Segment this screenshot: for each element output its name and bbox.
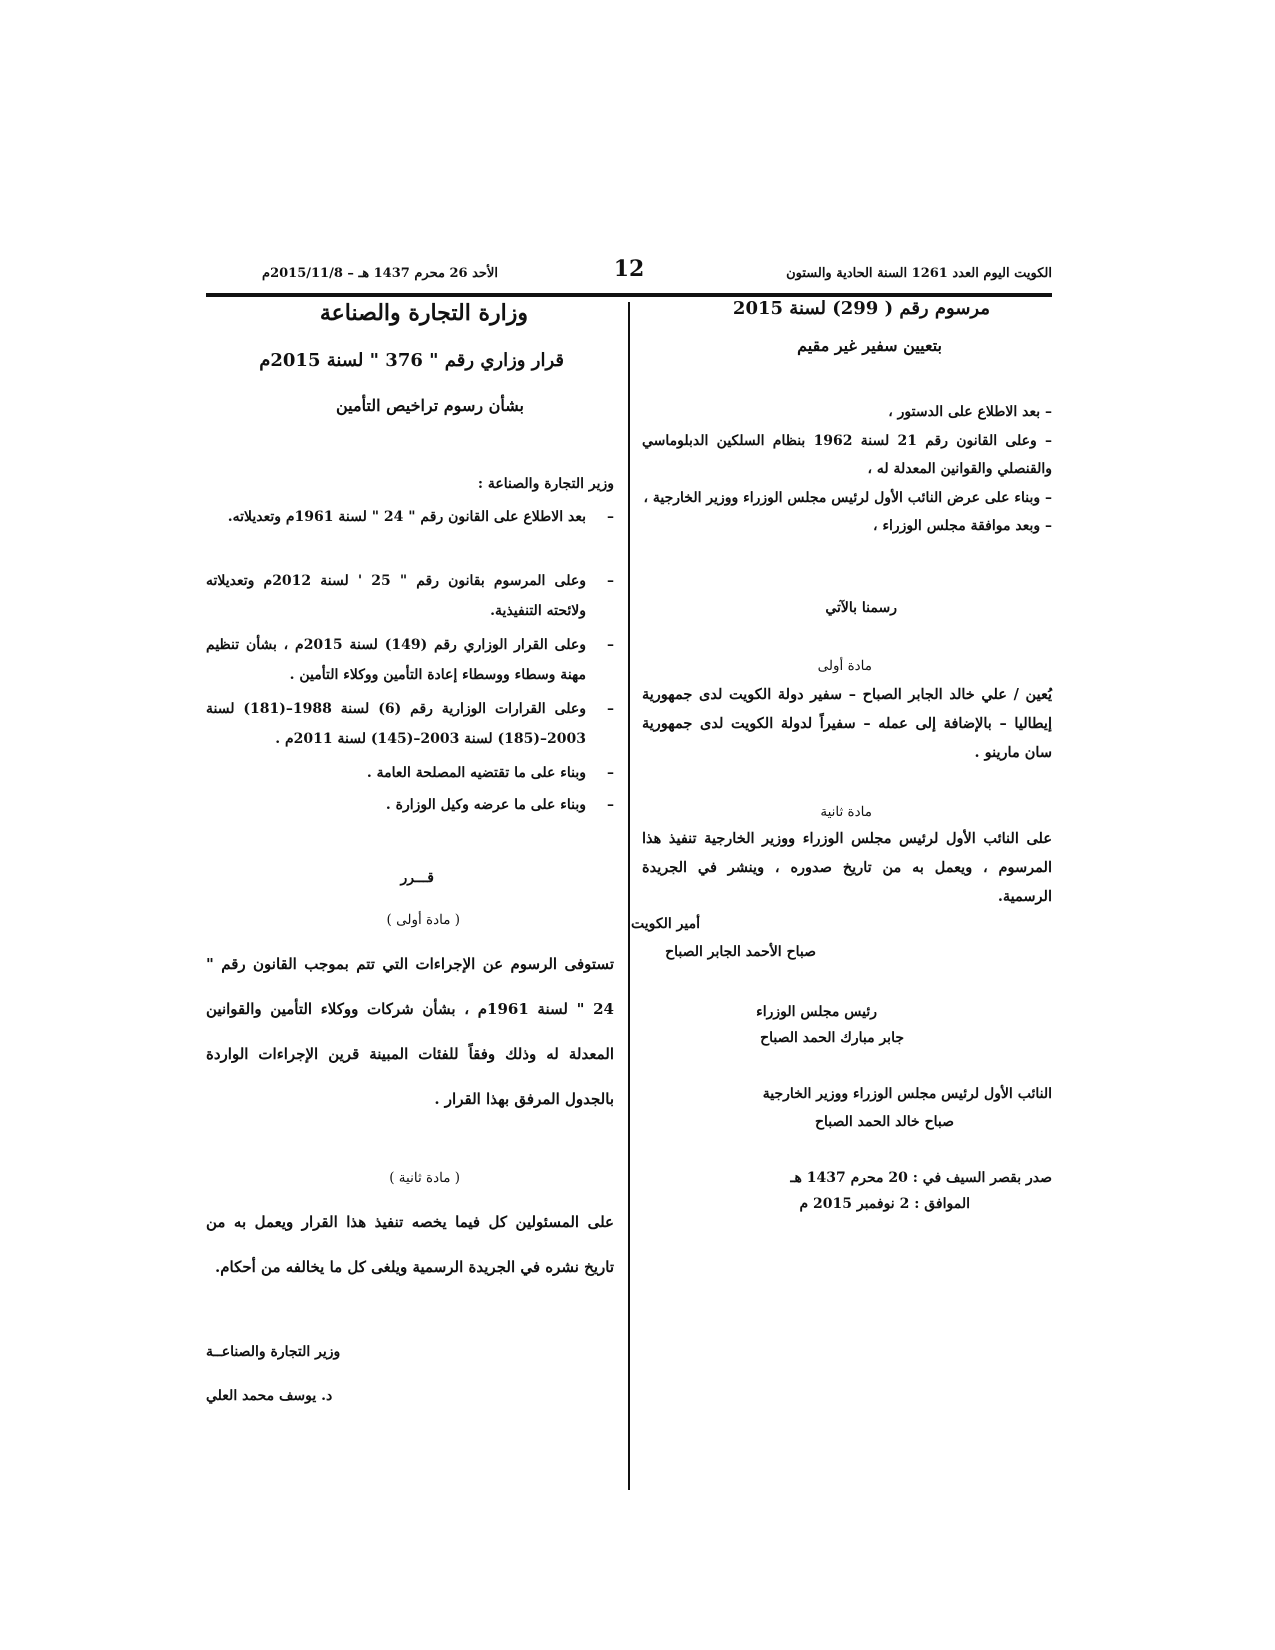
decision-subject: بشأن رسوم تراخيص التأمين <box>335 396 524 415</box>
decision-article2-text: على المسئولين كل فيما يخصه تنفيذ هذا القرار ويعمل به من تاريخ نشره في الجريدة الرسمية ويلغى كل ما يخالفه من أحكام. <box>206 1213 614 1276</box>
preamble-item: وعلى المرسوم بقانون رقم " 25 ' لسنة 2012م وتعديلاته ولائحته التنفيذية. <box>206 573 586 619</box>
ministry-name: وزارة التجارة والصناعة <box>319 300 528 326</box>
column-divider <box>628 302 630 1490</box>
decree-article1-text: يُعين / علي خالد الجابر الصباح – سفير دولة الكويت لدى جمهورية إيطاليا – بالإضافة إلى عمله – سفيراً لدولة الكويت لدى جمهورية سان مارينو . <box>642 686 1052 761</box>
minister-title: وزير التجارة والصناعــة <box>206 1344 341 1360</box>
preamble-item: وبناء على ما عرضه وكيل الوزارة . <box>385 797 586 813</box>
decision-article1-text: تستوفى الرسوم عن الإجراءات التي تتم بموجب القانون رقم " 24 " لسنة 1961م ، بشأن شركات ووكلاء التأمين والقوانين المعدلة له وذلك وفقاً للفئات المبينة قرين الإجراءات الواردة بالجدول المرفق بهذا القرار . <box>206 955 614 1108</box>
pm-title: رئيس مجلس الوزراء <box>756 1004 877 1020</box>
decree-declaration: رسمنا بالآتي <box>825 600 897 616</box>
preamble-item: – وبناء على عرض النائب الأول لرئيس مجلس الوزراء ووزير الخارجية ، <box>643 489 1052 506</box>
decision-number: قرار وزاري رقم " 376 " لسنة 2015م <box>259 350 564 371</box>
emir-name: صباح الأحمد الجابر الصباح <box>665 944 816 960</box>
preamble-item: وعلى القرار الوزاري رقم (149) لسنة 2015م ، بشأن تنظيم مهنة وسطاء ووسطاء إعادة التأمين ووكلاء التأمين . <box>206 637 587 683</box>
decision-article1-title: ( مادة أولى ) <box>386 912 460 928</box>
emir-title: أمير الكويت <box>631 916 700 932</box>
preamble-item: وعلى القرارات الوزارية رقم (6) لسنة 1988–(181) لسنة 2003–(185) لسنة 2003–(145) لسنة 2011م . <box>206 701 586 747</box>
decree-article2-text: على النائب الأول لرئيس مجلس الوزراء ووزير الخارجية تنفيذ هذا المرسوم ، ويعمل به من تاريخ صدوره ، وينشر في الجريدة الرسمية. <box>642 830 1052 905</box>
page-number: 12 <box>613 256 645 282</box>
deputy-pm-name: صباح خالد الحمد الصباح <box>814 1114 954 1130</box>
header-date: الأحد 26 محرم 1437 هـ – 2015/11/8م <box>262 266 498 281</box>
preamble-item: وبناء على ما تقتضيه المصلحة العامة . <box>366 765 586 781</box>
decree-article1-title: مادة أولى <box>817 658 872 674</box>
decree-article2-title: مادة ثانية <box>820 804 872 820</box>
decision-article2-title: ( مادة ثانية ) <box>389 1170 460 1186</box>
page-header <box>206 256 1052 282</box>
preamble-item: – بعد الاطلاع على الدستور ، <box>888 404 1052 420</box>
minister-name: د. يوسف محمد العلي <box>206 1388 333 1404</box>
preamble-item: – وبعد موافقة مجلس الوزراء ، <box>873 518 1052 534</box>
decree-preamble <box>642 398 1052 541</box>
decree-subtitle: بتعيين سفير غير مقيم <box>797 336 942 355</box>
issue-place-date: صدر بقصر السيف في : 20 محرم 1437 هـ <box>790 1170 1052 1186</box>
decision-preamble: – بعد الاطلاع على القانون رقم " 24 " لسنة 1961م وتعديلاته. – وعلى المرسوم بقانون رقم " 25 ' لسنة 2012م وتعديلاته ولائحته التنفيذية. – وعلى القرار الوزاري رقم (149) لسنة 2015م ، بشأن تنظيم مهنة وسطاء ووسطاء إعادة التأمين ووكلاء التأمين . – وعلى القرارات الوزارية رقم (6) لسنة 1988–(181) لسنة 2003–(185) لسنة 2003–(145) لسنة 2011م . – وبناء على ما تقتضيه المصلحة العامة . – وبناء على ما عرضه وكيل الوزارة . <box>206 502 614 822</box>
issue-corresponding-date: الموافق : 2 نوفمبر 2015 م <box>799 1196 970 1212</box>
header-rule <box>206 293 1052 297</box>
deputy-pm-title: النائب الأول لرئيس مجلس الوزراء ووزير الخارجية <box>762 1086 1052 1102</box>
decision-intro: وزير التجارة والصناعة : <box>477 476 614 492</box>
decided-word: قـــرر <box>400 870 434 886</box>
preamble-item: – وعلى القانون رقم 21 لسنة 1962 بنظام السلكين الدبلوماسي والقنصلي والقوانين المعدلة له ، <box>642 432 1052 477</box>
pm-name: جابر مبارك الحمد الصباح <box>760 1030 904 1046</box>
decree-title: مرسوم رقم ( 299) لسنة 2015 <box>732 298 990 319</box>
preamble-item: بعد الاطلاع على القانون رقم " 24 " لسنة 1961م وتعديلاته. <box>227 509 586 525</box>
header-issue-info: الكويت اليوم العدد 1261 السنة الحادية والستون <box>786 266 1052 281</box>
